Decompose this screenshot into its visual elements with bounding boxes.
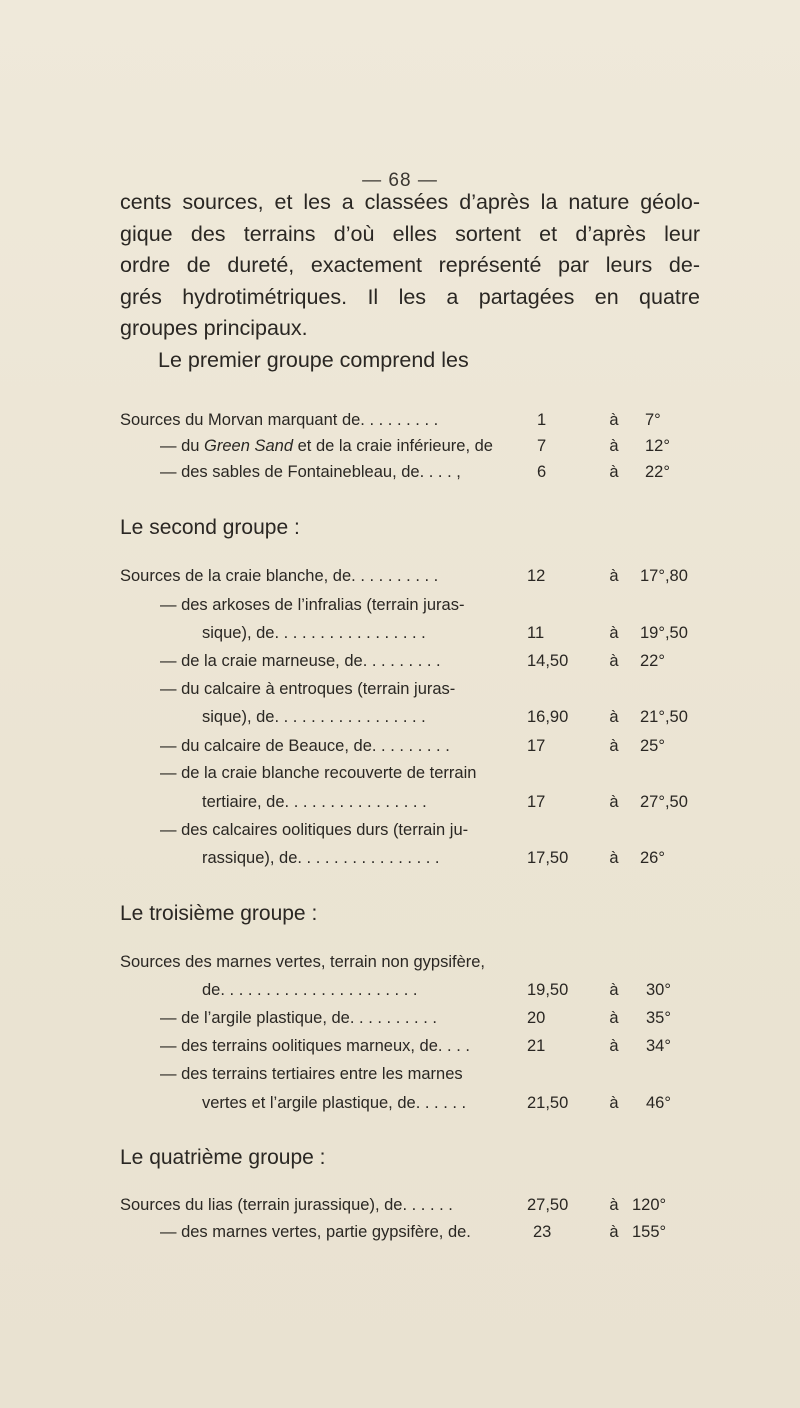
- table-row: [0, 563, 800, 589]
- table-row: [0, 407, 800, 433]
- table-row: [0, 1033, 800, 1059]
- row-label: vertes et l’argile plastique, de. . . . . .: [202, 1094, 467, 1112]
- table-row: [0, 760, 800, 786]
- intro-paragraph: [120, 187, 700, 376]
- row-to: 120°: [632, 1196, 667, 1214]
- row-to: 12°: [645, 437, 670, 455]
- row-a: à: [609, 567, 619, 585]
- row-label: tertiaire, de. . . . . . . . . . . . . . . .: [202, 793, 427, 811]
- row-label: — du calcaire de Beauce, de. . . . . . . . .: [160, 737, 450, 755]
- row-to: 17°,80: [640, 567, 688, 585]
- row-label-post: et de la craie inférieure, de: [293, 437, 493, 455]
- row-label: — des marnes vertes, partie gypsifère, de.: [160, 1223, 471, 1241]
- row-from: 17,50: [527, 849, 569, 867]
- row-a: à: [609, 1037, 619, 1055]
- row-to: 25°: [640, 737, 665, 755]
- row-to: 35°: [646, 1009, 671, 1027]
- table-row: [0, 592, 800, 618]
- row-from: 17: [527, 737, 546, 755]
- intro-line: ordre de dureté, exactement représenté par leurs de-: [120, 253, 700, 277]
- row-from: 7: [537, 437, 547, 455]
- table-row: [0, 977, 800, 1003]
- table-row: [0, 648, 800, 674]
- page-number: — 68 —: [362, 170, 438, 191]
- row-label: — du calcaire à entroques (terrain juras-: [160, 680, 456, 698]
- row-a: à: [609, 463, 619, 481]
- row-from: 17: [527, 793, 546, 811]
- row-to: 19°,50: [640, 624, 688, 642]
- row-a: à: [609, 849, 619, 867]
- row-to: 22°: [645, 463, 670, 481]
- row-label: Sources de la craie blanche, de. . . . . . . . . .: [120, 567, 439, 585]
- table-row: [0, 704, 800, 730]
- row-from: 19,50: [527, 981, 569, 999]
- row-from: 21: [527, 1037, 546, 1055]
- table-row: [0, 459, 800, 485]
- row-to: 27°,50: [640, 793, 688, 811]
- intro-line: grés hydrotimétriques. Il les a partagées en quatre: [120, 284, 700, 309]
- group-4-heading: Le quatrième groupe :: [120, 1146, 326, 1169]
- row-to: 30°: [646, 981, 671, 999]
- row-label: Sources du lias (terrain jurassique), de. . . . . .: [120, 1196, 453, 1214]
- row-label: sique), de. . . . . . . . . . . . . . . . .: [202, 708, 426, 726]
- row-from: 21,50: [527, 1094, 569, 1112]
- row-a: à: [609, 1196, 619, 1214]
- table-row: [0, 1061, 800, 1087]
- table-row: [0, 1219, 800, 1245]
- table-row: [0, 1005, 800, 1031]
- table-row: [0, 949, 800, 975]
- row-a: à: [609, 793, 619, 811]
- row-to: 7°: [645, 411, 661, 429]
- row-label: de. . . . . . . . . . . . . . . . . . . . . .: [202, 981, 418, 999]
- row-a: à: [609, 737, 619, 755]
- row-label: Sources des marnes vertes, terrain non gypsifère,: [120, 953, 486, 971]
- row-to: 21°,50: [640, 708, 688, 726]
- group-3-heading: Le troisième groupe :: [120, 902, 318, 925]
- table-row: [0, 1192, 800, 1218]
- row-label: — des terrains oolitiques marneux, de. . . .: [160, 1037, 470, 1055]
- row-a: à: [609, 1009, 619, 1027]
- intro-line: cents sources, et les a classées d’après la nature géolo-: [120, 190, 700, 214]
- row-a: à: [609, 437, 619, 455]
- row-from: 23: [533, 1223, 552, 1241]
- row-a: à: [609, 1223, 619, 1241]
- row-label: — de l’argile plastique, de. . . . . . . . . .: [160, 1009, 437, 1027]
- row-a: à: [609, 981, 619, 999]
- row-from: 16,90: [527, 708, 569, 726]
- row-label: — des calcaires oolitiques durs (terrain ju-: [160, 821, 469, 839]
- row-a: à: [609, 652, 619, 670]
- row-a: à: [609, 708, 619, 726]
- table-row: [0, 733, 800, 759]
- row-from: 1: [537, 411, 547, 429]
- row-label: Sources du Morvan marquant de. . . . . . . . .: [120, 411, 439, 429]
- table-row: [0, 1090, 800, 1116]
- row-label-pre: — du: [160, 437, 205, 455]
- row-label-italic: Green Sand: [204, 437, 294, 455]
- row-to: 22°: [640, 652, 665, 670]
- row-from: 20: [527, 1009, 546, 1027]
- row-a: à: [609, 624, 619, 642]
- row-from: 11: [527, 624, 545, 642]
- row-label: — de la craie blanche recouverte de terrain: [160, 764, 477, 782]
- intro-line: groupes principaux.: [120, 316, 308, 340]
- row-label: rassique), de. . . . . . . . . . . . . . . .: [202, 849, 440, 867]
- table-row: [0, 817, 800, 843]
- row-label: [160, 433, 493, 459]
- row-to: 155°: [632, 1223, 667, 1241]
- table-row: [0, 620, 800, 646]
- row-from: 6: [537, 463, 547, 481]
- row-label: — des sables de Fontainebleau, de. . . . ,: [160, 463, 461, 481]
- table-row: [0, 789, 800, 815]
- row-from: 12: [527, 567, 546, 585]
- table-row: [0, 845, 800, 871]
- intro-line: gique des terrains d’où elles sortent et d’après leur: [120, 221, 700, 246]
- row-a: à: [609, 411, 619, 429]
- table-row: [0, 433, 800, 459]
- row-label: — de la craie marneuse, de. . . . . . . . .: [160, 652, 441, 670]
- row-to: 26°: [640, 849, 665, 867]
- row-to: 46°: [646, 1094, 671, 1112]
- row-from: 27,50: [527, 1196, 569, 1214]
- intro-line: Le premier groupe comprend les: [158, 347, 469, 372]
- row-label: — des terrains tertiaires entre les marnes: [160, 1065, 463, 1083]
- row-from: 14,50: [527, 652, 569, 670]
- row-label: sique), de. . . . . . . . . . . . . . . . .: [202, 624, 426, 642]
- row-a: à: [609, 1094, 619, 1112]
- row-label: — des arkoses de l’infralias (terrain juras-: [160, 596, 465, 614]
- group-2-heading: Le second groupe :: [120, 516, 300, 539]
- table-row: [0, 676, 800, 702]
- row-to: 34°: [646, 1037, 671, 1055]
